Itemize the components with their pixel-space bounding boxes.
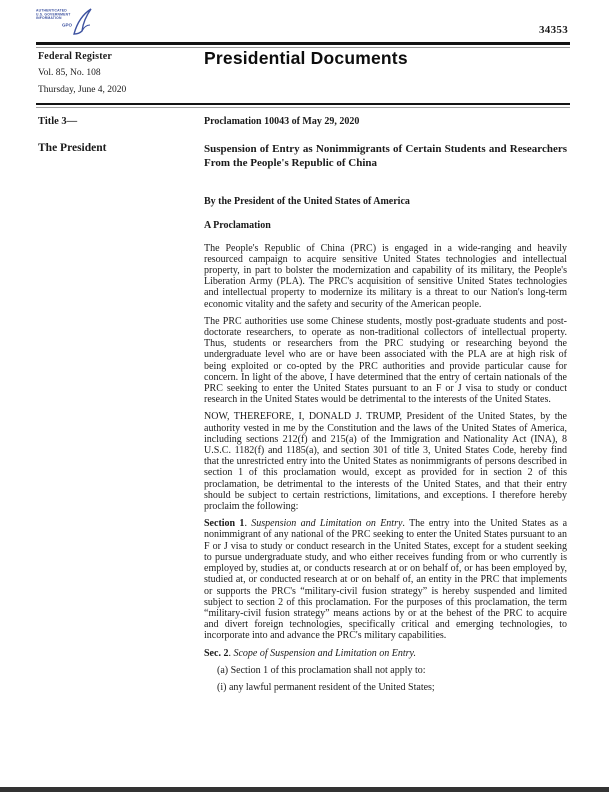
section-2-title: Scope of Suspension and Limitation on Entry. (233, 647, 416, 659)
top-rule-thick (36, 42, 570, 45)
section-1-number: Section 1 (204, 518, 245, 530)
sidebar-president-label: The President (38, 142, 107, 154)
section-1-body: The entry into the United States as a nonimmigrant of any national of the PRC seeking to enter the United States pursuant to an F or J visa to study or conduct research in the United States, except for a student seeking to pursue undergraduate study, and who either receives funding from or who currently is employed by, studies at, or conducts research at or on behalf of, or has been employed by, studied at, or conducted research at or on behalf of, an entity in the PRC that implements or supports the PRC's “military-civil fusion strategy” is hereby suspended and limited subject to section 2 of this proclamation. For the purposes of this proclamation, the term “military-civil fusion strategy” means actions by or at the behest of the PRC to acquire and divert foreign technologies, specifically critical and emerging technologies, to incorporate into and advance the PRC's military capabilities. (204, 518, 568, 642)
section-2-number: Sec. 2 (204, 647, 229, 659)
section-1-separator-2: . (402, 518, 410, 530)
masthead-brand: Federal Register (38, 51, 113, 62)
gpo-logo-text (36, 9, 70, 20)
masthead-rule-gray (36, 107, 570, 108)
document-title: Suspension of Entry as Nonimmigrants of Certain Students and Researchers From the People's Republic of China (204, 143, 567, 170)
paragraph-3: NOW, THEREFORE, I, DONALD J. TRUMP, President of the United States, by the authority vested in me by the Constitution and the laws of the United States of America, including sections 212(f) and 215(a) of the Immigration and Nationality Act (INA), 8 U.S.C. 1182(f) and 1185(a), and section 301 of title 3, United States Code, hereby find that the unrestricted entry into the United States as nonimmigrants of persons described in section 1 of this proclamation would, except as provided for in section 2 of this proclamation, be detrimental to the interests of the United States, and that their entry should be subject to certain restrictions, limitations, and exceptions. I therefore hereby proclaim the following: (204, 411, 567, 513)
gpo-authenticated-logo (36, 7, 106, 41)
gpo-logo-line1: AUTHENTICATED (36, 9, 67, 13)
sidebar-title3-label: Title 3— (38, 116, 78, 127)
proclamation-number-line: Proclamation 10043 of May 29, 2020 (204, 116, 360, 127)
section-2-separator: . (228, 647, 234, 659)
subsection-a: (a) Section 1 of this proclamation shall not apply to: (217, 664, 426, 676)
gpo-logo-line2: U.S. GOVERNMENT (36, 12, 71, 17)
masthead-date: Thursday, June 4, 2020 (38, 85, 127, 95)
paragraph-2: The PRC authorities use some Chinese students, mostly post-graduate students and post-doctorate researchers, to operate as non-traditional collectors of intellectual property. Thus, students or researchers from the PRC studying or researching beyond the undergraduate level who are or have been associated with the PLA are at high risk of being exploited or co-opted by the PRC authorities and provide particular cause for concern. In light of the above, I have determined that the entry of certain nationals of the PRC seeking to enter the United States pursuant to an F or J visa to study or conduct research in the United States would be detrimental to the interests of the United States. (204, 315, 567, 406)
masthead-volume: Vol. 85, No. 108 (38, 68, 101, 78)
section-1-separator: . (244, 518, 252, 530)
masthead-rule-dark (36, 103, 570, 105)
section-1-title: Suspension and Limitation on Entry (251, 518, 403, 530)
gpo-logo-line3: INFORMATION (36, 16, 62, 21)
clause-i: (i) any lawful permanent resident of the United States; (217, 681, 435, 693)
page-number: 34353 (539, 24, 568, 36)
document-byline: By the President of the United States of America (204, 196, 410, 208)
page-bottom-edge (0, 787, 609, 792)
gpo-eagle-icon (72, 7, 94, 37)
section-2-heading (204, 648, 567, 659)
document-subheading: A Proclamation (204, 220, 271, 232)
paragraph-1: The People's Republic of China (PRC) is engaged in a wide-ranging and heavily resourced campaign to acquire sensitive United States technologies and intellectual property, in part to bolster the modernization and capability of its military, the People's Liberation Army (PLA). The PRC's acquisition of sensitive United States technologies and intellectual property to modernize its military is a threat to our Nation's long-term economic vitality and the safety and security of the American people. (204, 242, 567, 310)
gpo-logo-gpo-label: GPO (62, 23, 73, 28)
section-1-paragraph (204, 518, 567, 641)
masthead-title: Presidential Documents (204, 48, 408, 68)
document-body (204, 116, 567, 699)
